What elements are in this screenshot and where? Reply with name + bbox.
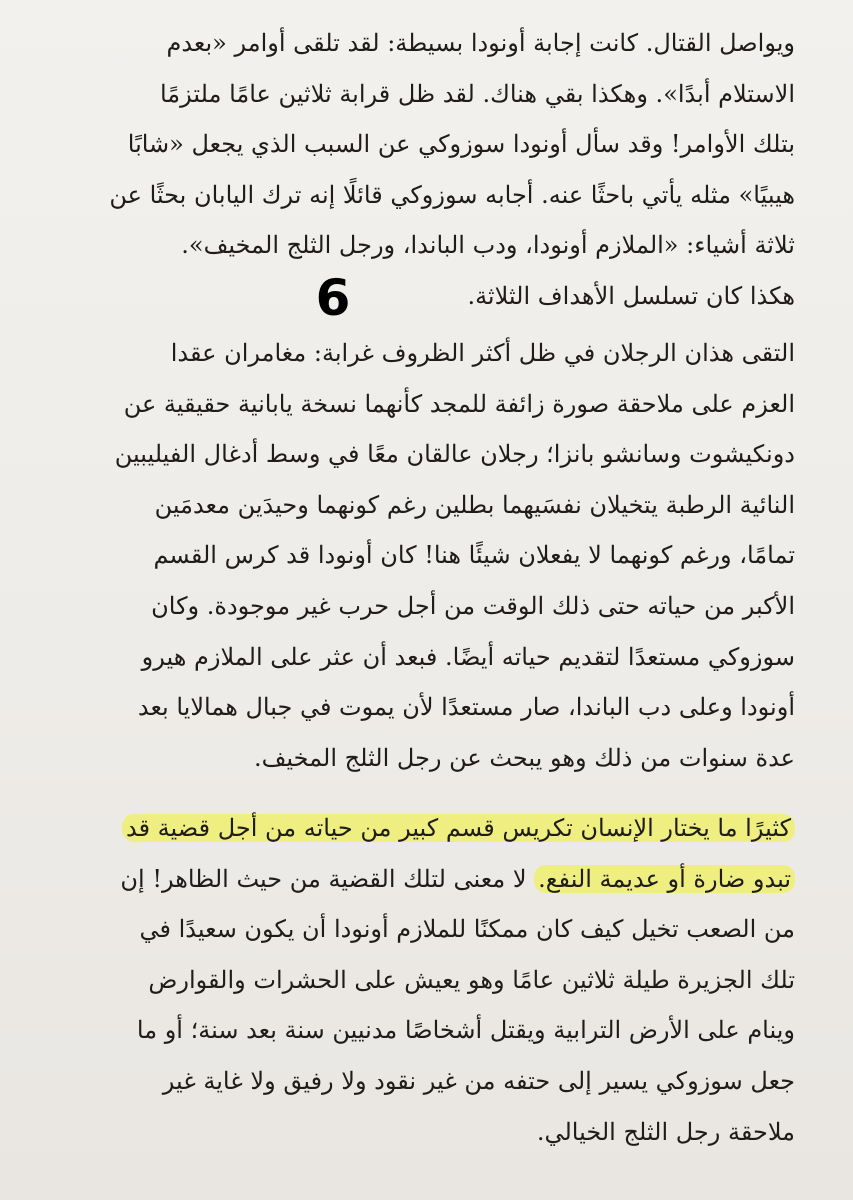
text-line: وينام على الأرض الترابية ويقتل أشخاصًا مدنيين سنة بعد سنة؛ أو ما <box>136 1016 795 1045</box>
text-line: بتلك الأوامر! وقد سأل أونودا سوزوكي عن السبب الذي يجعل «شابًا <box>127 130 795 159</box>
text-after-highlight: لا معنى لتلك القضية من حيث الظاهر! إن <box>120 864 535 893</box>
text-line: تمامًا، ورغم كونهما لا يفعلان شيئًا هنا! كان أونودا قد كرس القسم <box>153 541 795 570</box>
text-line: هيبيًا» مثله يأتي باحثًا عنه. أجابه سوزوكي قائلًا إنه ترك اليابان بحثًا عن <box>109 180 795 209</box>
text-line: دونكيشوت وسانشو بانزا؛ رجلان عالقان معًا في وسط أدغال الفيليبين <box>114 440 795 469</box>
text-line: أونودا وعلى دب الباندا، صار مستعدًا لأن يموت في جبال همالايا بعد <box>137 693 795 722</box>
text-line: العزم على ملاحقة صورة زائفة للمجد كأنهما نسخة يابانية حقيقية عن <box>123 389 795 418</box>
paragraph-3 <box>80 803 795 1157</box>
text-line <box>80 854 795 905</box>
text-line-highlighted <box>80 803 795 854</box>
text-line: جعل سوزوكي يسير إلى حتفه من غير نقود ولا رفيق ولا غاية غير <box>162 1066 795 1095</box>
highlighted-sentence-part-1: كثيرًا ما يختار الإنسان تكريس قسم كبير من حياته من أجل قضية قد <box>122 814 795 842</box>
text-line: عدة سنوات من ذلك وهو يبحث عن رجل الثلج المخيف. <box>253 743 795 772</box>
paragraph-2 <box>80 328 795 783</box>
text-line: ويواصل القتال. كانت إجابة أونودا بسيطة: لقد تلقى أوامر «بعدم <box>166 29 795 57</box>
text-line: التقى هذان الرجلان في ظل أكثر الظروف غرابة: مغامران عقدا <box>170 339 795 367</box>
handwritten-number-marker: 6 <box>315 269 351 327</box>
text-line: تلك الجزيرة طيلة ثلاثين عامًا وهو يعيش على الحشرات والقوارض <box>148 965 795 994</box>
text-line: سوزوكي مستعدًا لتقديم حياته أيضًا. فبعد أن عثر على الملازم هيرو <box>141 642 795 671</box>
text-line: الاستلام أبدًا». وهكذا بقي هناك. لقد ظل قرابة ثلاثين عامًا ملتزمًا <box>159 79 795 108</box>
text-line: هكذا كان تسلسل الأهداف الثلاثة. <box>467 281 795 310</box>
text-line: من الصعب تخيل كيف كان ممكنًا للملازم أونودا أن يكون سعيدًا في <box>139 915 795 944</box>
text-line: ثلاثة أشياء: «الملازم أونودا، ودب الباندا، ورجل الثلج المخيف». <box>181 231 795 260</box>
text-line: الأكبر من حياته حتى ذلك الوقت من أجل حرب غير موجودة. وكان <box>151 591 795 620</box>
text-line: ملاحقة رجل الثلج الخيالي. <box>536 1117 795 1146</box>
text-line: النائية الرطبة يتخيلان نفسَيهما بطلين رغم كونهما وحيدَين معدمَين <box>154 490 795 519</box>
paragraph-1 <box>80 18 795 322</box>
highlighted-sentence-part-2: تبدو ضارة أو عديمة النفع. <box>534 865 795 893</box>
